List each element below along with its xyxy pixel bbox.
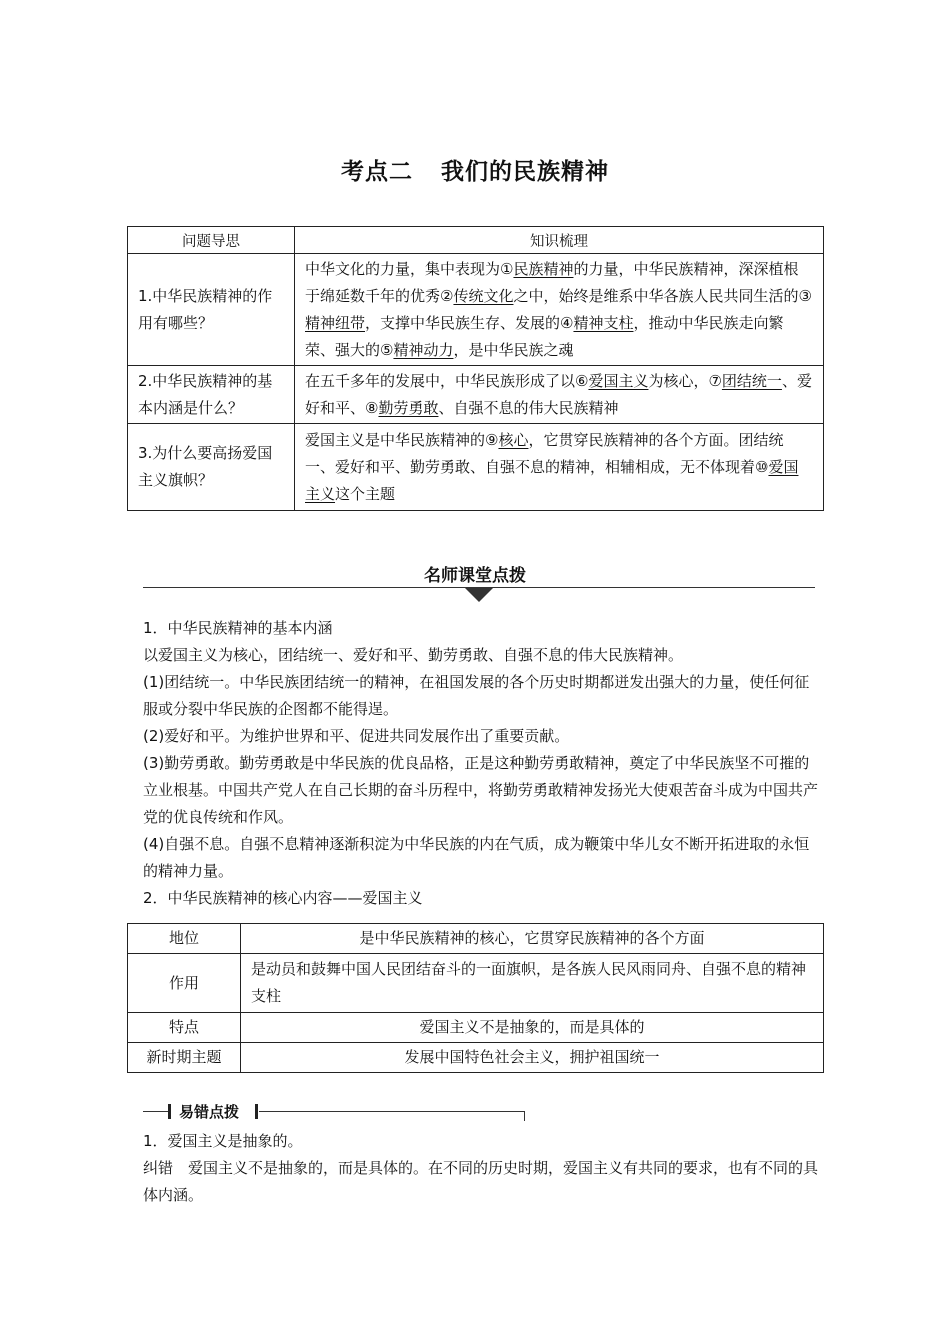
blank-answer: 核心 <box>498 430 529 449</box>
blank-answer: 团结统一 <box>721 371 782 390</box>
error-tips-body <box>143 1128 823 1209</box>
answer-text: 之中，始终是维系中华各族人民共同生活的③ <box>513 286 812 305</box>
table-row <box>128 1043 824 1073</box>
blank-answer: 精神动力 <box>393 340 454 359</box>
answer-text: 为核心，⑦ <box>648 371 722 390</box>
answer-text: 在五千多年的发展中，中华民族形成了以⑥ <box>305 371 589 390</box>
answer-text: 爱国主义是中华民族精神的⑨ <box>305 430 499 449</box>
header-line-right <box>259 1111 525 1112</box>
row-key: 作用 <box>128 954 241 1013</box>
paragraph: (3)勤劳勇敢。勤劳勇敢是中华民族的优良品格，正是这种勤劳勇敢精神，奠定了中华民族坚不可摧的立业根基。中国共产党人在自己长期的奋斗历程中，将勤劳勇敢精神发扬光大使艰苦奋斗成为中国共产党的优良传统和作风。 <box>143 754 819 826</box>
paragraph: (1)团结统一。中华民族团结统一的精神，在祖国发展的各个历史时期都迸发出强大的力量，使任何征服或分裂中华民族的企图都不能得逞。 <box>143 673 810 718</box>
title-part2: 我们的民族精神 <box>441 159 609 185</box>
paragraph: (2)爱好和平。为维护世界和平、促进共同发展作出了重要贡献。 <box>143 727 570 745</box>
table-row <box>128 254 824 366</box>
question-cell: 3.为什么要高扬爱国主义旗帜？ <box>128 424 295 511</box>
error-tips-label: 易错点拨 <box>179 1103 240 1121</box>
header-bar-left <box>168 1104 171 1119</box>
row-key: 特点 <box>128 1013 241 1043</box>
answer-text: ，它贯穿民族精神的各个方面。团结统一、爱好和平、勤劳勇敢、自强不息的精神，相辅相成，无不体现着⑩ <box>305 430 784 476</box>
header-bar-right <box>255 1104 258 1119</box>
answer-text: 这个主题 <box>335 484 396 503</box>
error-item-title: 1．爱国主义是抽象的。 <box>143 1132 303 1150</box>
error-tips-header <box>143 1101 525 1123</box>
title-part1: 考点二 <box>341 159 413 185</box>
answer-text: 的力量，中华民族精神，深深植根于绵延数千年的优秀② <box>305 259 799 305</box>
question-cell: 2.中华民族精神的基本内涵是什么？ <box>128 366 295 424</box>
answer-text: ，支撑中华民族生存、发展的④ <box>365 313 574 332</box>
row-value: 爱国主义不是抽象的，而是具体的 <box>241 1013 824 1043</box>
answer-text: 中华文化的力量，集中表现为① <box>305 259 514 278</box>
blank-answer: 传统文化 <box>453 286 514 305</box>
header-tick <box>524 1111 525 1121</box>
blank-answer: 民族精神 <box>513 259 574 278</box>
table-row <box>128 424 824 511</box>
page-title <box>0 153 950 186</box>
table-row <box>128 366 824 424</box>
answer-cell <box>295 424 824 511</box>
paragraph: (4)自强不息。自强不息精神逐渐积淀为中华民族的内在气质，成为鞭策中华儿女不断开拓进取的永恒的精神力量。 <box>143 835 810 880</box>
triangle-down-icon <box>465 588 493 602</box>
blank-answer: 爱国主义 <box>588 371 649 390</box>
section-body <box>143 615 823 912</box>
row-key: 新时期主题 <box>128 1043 241 1073</box>
answer-text: ，是中华民族之魂 <box>453 340 574 359</box>
paragraph: 以爱国主义为核心，团结统一、爱好和平、勤劳勇敢、自强不息的伟大民族精神。 <box>143 646 684 664</box>
paragraph: 1．中华民族精神的基本内涵 <box>143 619 333 637</box>
row-value: 是动员和鼓舞中国人民团结奋斗的一面旗帜，是各族人民风雨同舟、自强不息的精神支柱 <box>241 954 824 1013</box>
knowledge-table-header <box>128 227 824 254</box>
answer-text: 、自强不息的伟大民族精神 <box>438 398 619 417</box>
table-row <box>128 924 824 954</box>
paragraph: 2．中华民族精神的核心内容——爱国主义 <box>143 889 423 907</box>
answer-cell <box>295 366 824 424</box>
question-cell: 1.中华民族精神的作用有哪些？ <box>128 254 295 366</box>
header-knowledge: 知识梳理 <box>295 227 824 254</box>
section-title: 名师课堂点拨 <box>424 566 526 586</box>
blank-answer: 精神纽带 <box>305 313 366 332</box>
blank-answer: 爱国主义 <box>305 457 799 503</box>
table-row <box>128 1013 824 1043</box>
header-questions: 问题导思 <box>128 227 295 254</box>
patriotism-table <box>127 923 824 1073</box>
header-line-left <box>143 1111 169 1112</box>
answer-text: ，推动中华民族走向繁荣、强大的⑤ <box>305 313 784 359</box>
answer-text: 、爱好和平、⑧ <box>305 371 812 417</box>
answer-cell <box>295 254 824 366</box>
row-key: 地位 <box>128 924 241 954</box>
row-value: 发展中国特色社会主义，拥护祖国统一 <box>241 1043 824 1073</box>
blank-answer: 勤劳勇敢 <box>378 398 439 417</box>
table-row <box>128 954 824 1013</box>
row-value: 是中华民族精神的核心，它贯穿民族精神的各个方面 <box>241 924 824 954</box>
knowledge-table <box>127 226 824 511</box>
blank-answer: 精神支柱 <box>573 313 634 332</box>
error-correction: 纠错 爱国主义不是抽象的，而是具体的。在不同的历史时期，爱国主义有共同的要求，也有不同的具体内涵。 <box>143 1159 819 1204</box>
